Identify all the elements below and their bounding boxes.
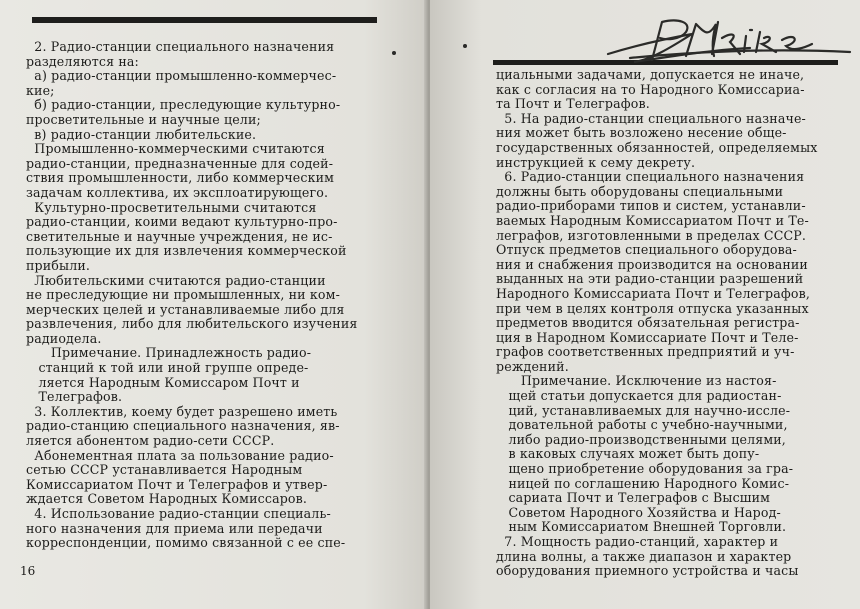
left-page-text-line: Промышленно-коммерческими считаются: [26, 141, 325, 157]
right-page-text-line: ным Комиссариатом Внешней Торговли.: [496, 519, 787, 535]
right-page-text-line: Народного Комиссариата Почт и Телеграфов,: [496, 285, 811, 301]
left-page-text-line: радио-станцию специального назначения, яв-: [26, 418, 340, 434]
page-number: 16: [20, 564, 36, 578]
right-page-text-line: 7. Мощность радио-станций, характер и: [496, 534, 779, 549]
right-page-text-line: ницей по соглашению Народного Комис-: [496, 475, 790, 491]
right-page-text-line: щено приобретение оборудования за гра-: [496, 461, 794, 477]
left-page-text-line: просветительные и научные цели;: [26, 111, 261, 127]
right-page-text-line: циальными задачами, допускается не иначе,: [496, 67, 805, 82]
right-page-text-line: при чем в целях контроля отпуска указанных: [496, 300, 809, 316]
left-page-text-line: радио-станции, коими ведают культурно-про-: [26, 214, 338, 230]
right-page-text-line: ция в Народном Комиссариате Почт и Теле-: [496, 329, 799, 345]
left-page-text-line: 2. Радио-станции специального назначения: [26, 39, 335, 54]
left-page-text-line: ствия промышленности, либо коммерческим: [26, 170, 335, 186]
right-page-text-line: Советом Народного Хозяйства и Народ-: [496, 504, 781, 520]
left-page-text-line: ляется абонентом радио-сети СССР.: [26, 433, 275, 449]
handwritten-signature: [600, 8, 860, 68]
right-page-text-line: довательной работы с учебно-научными,: [496, 417, 788, 433]
left-page-text-line: радио-станции, предназначенные для содей-: [26, 155, 334, 171]
right-page-text-line: в каковых случаях может быть допу-: [496, 446, 760, 462]
right-page-text-line: предметов вводится обязательная регистра-: [496, 315, 800, 331]
right-page-text-line: ваемых Народным Комиссариатом Почт и Те-: [496, 212, 809, 228]
left-page-text-line: 4. Использование радио-станции специаль-: [26, 506, 331, 521]
left-page-text-line: прибыли.: [26, 257, 91, 273]
left-page-text-line: сетью СССР устанавливается Народным: [26, 462, 303, 478]
right-page-text-line: 6. Радио-станции специального назначения: [496, 169, 805, 185]
right-page-text-line: как с согласия на то Народного Комиссариа-: [496, 81, 805, 97]
right-page-text-line: ния и снабжения производится на основании: [496, 256, 808, 272]
left-page-text-line: светительные и научные учреждения, не ис-: [26, 228, 333, 244]
right-page: [430, 0, 860, 609]
left-page-text-line: Телеграфов.: [26, 389, 123, 405]
right-page-text-line: ций, устанавливаемых для научно-иссле-: [496, 402, 791, 418]
left-page-text-line: Примечание. Принадлежность радио-: [26, 345, 312, 361]
top-rule-left: [32, 17, 377, 23]
right-page-text-line: радио-приборами типов и систем, устанавли-: [496, 198, 806, 214]
ink-dot: [463, 44, 467, 48]
left-page-text-line: б) радио-станции, преследующие культурно-: [26, 97, 341, 113]
ink-dot: [392, 51, 396, 55]
left-page-text-line: корреспонденции, помимо связанной с ее спе-: [26, 535, 346, 551]
right-page-text-line: реждений.: [496, 358, 569, 374]
left-page-text-line: радиодела.: [26, 330, 102, 346]
right-page-text-line: либо радио-производственными целями,: [496, 431, 786, 447]
left-page-text-line: Абонементная плата за пользование радио-: [26, 447, 334, 463]
right-page-text-line: ния может быть возложено несение обще-: [496, 125, 787, 141]
left-page-text-line: мерческих целей и устанавливаемые либо для: [26, 301, 345, 317]
left-page-text-line: разделяются на:: [26, 53, 139, 69]
right-page-text-line: оборудования приемного устройства и часы: [496, 563, 799, 579]
left-page-text-line: ного назначения для приема или передачи: [26, 520, 323, 536]
left-page-text-line: пользующие их для извлечения коммерческой: [26, 243, 347, 259]
left-page-text-line: кие;: [26, 82, 55, 98]
left-page-text-line: а) радио-станции промышленно-коммерчес-: [26, 68, 337, 84]
left-page-text-line: ждается Советом Народных Комиссаров.: [26, 491, 308, 507]
right-page-text-line: щей статьи допускается для радиостан-: [496, 388, 782, 404]
right-page-text-line: должны быть оборудованы специальными: [496, 183, 784, 199]
left-page-text-line: задачам коллектива, их эксплоатирующего.: [26, 184, 329, 200]
left-page: [0, 0, 428, 609]
left-page-text: [26, 40, 386, 551]
right-page-text-line: сариата Почт и Телеграфов с Высшим: [496, 490, 771, 506]
right-page-text-line: та Почт и Телеграфов.: [496, 96, 650, 112]
right-page-text-line: 5. На радио-станции специального назначе-: [496, 110, 806, 126]
left-page-text-line: развлечения, либо для любительского изучения: [26, 316, 358, 332]
left-page-text-line: ляется Народным Комиссаром Почт и: [26, 374, 300, 390]
left-page-text-line: станций к той или иной группе опреде-: [26, 360, 309, 376]
right-page-text-line: длина волны, а также диапазон и характер: [496, 548, 792, 564]
left-page-text-line: в) радио-станции любительские.: [26, 126, 257, 142]
right-page-text-line: выданных на эти радио-станции разрешений: [496, 271, 804, 287]
right-page-text-line: государственных обязанностей, определяемых: [496, 139, 818, 155]
right-page-text-line: Отпуск предметов специального оборудова-: [496, 242, 797, 258]
right-page-text: [496, 68, 852, 579]
right-page-text-line: Примечание. Исключение из настоя-: [496, 373, 777, 389]
left-page-text-line: 3. Коллектив, коему будет разрешено иметь: [26, 403, 338, 419]
left-page-text-line: Комиссариатом Почт и Телеграфов и утвер-: [26, 476, 328, 492]
left-page-text-line: Культурно-просветительными считаются: [26, 199, 317, 215]
left-page-text-line: не преследующие ни промышленных, ни ком-: [26, 287, 340, 303]
left-page-text-line: Любительскими считаются радио-станции: [26, 272, 326, 288]
right-page-text-line: графов соответственных предприятий и уч-: [496, 344, 795, 360]
right-page-text-line: леграфов, изготовленными в пределах СССР.: [496, 227, 807, 243]
right-page-text-line: инструкцией к сему декрету.: [496, 154, 696, 170]
